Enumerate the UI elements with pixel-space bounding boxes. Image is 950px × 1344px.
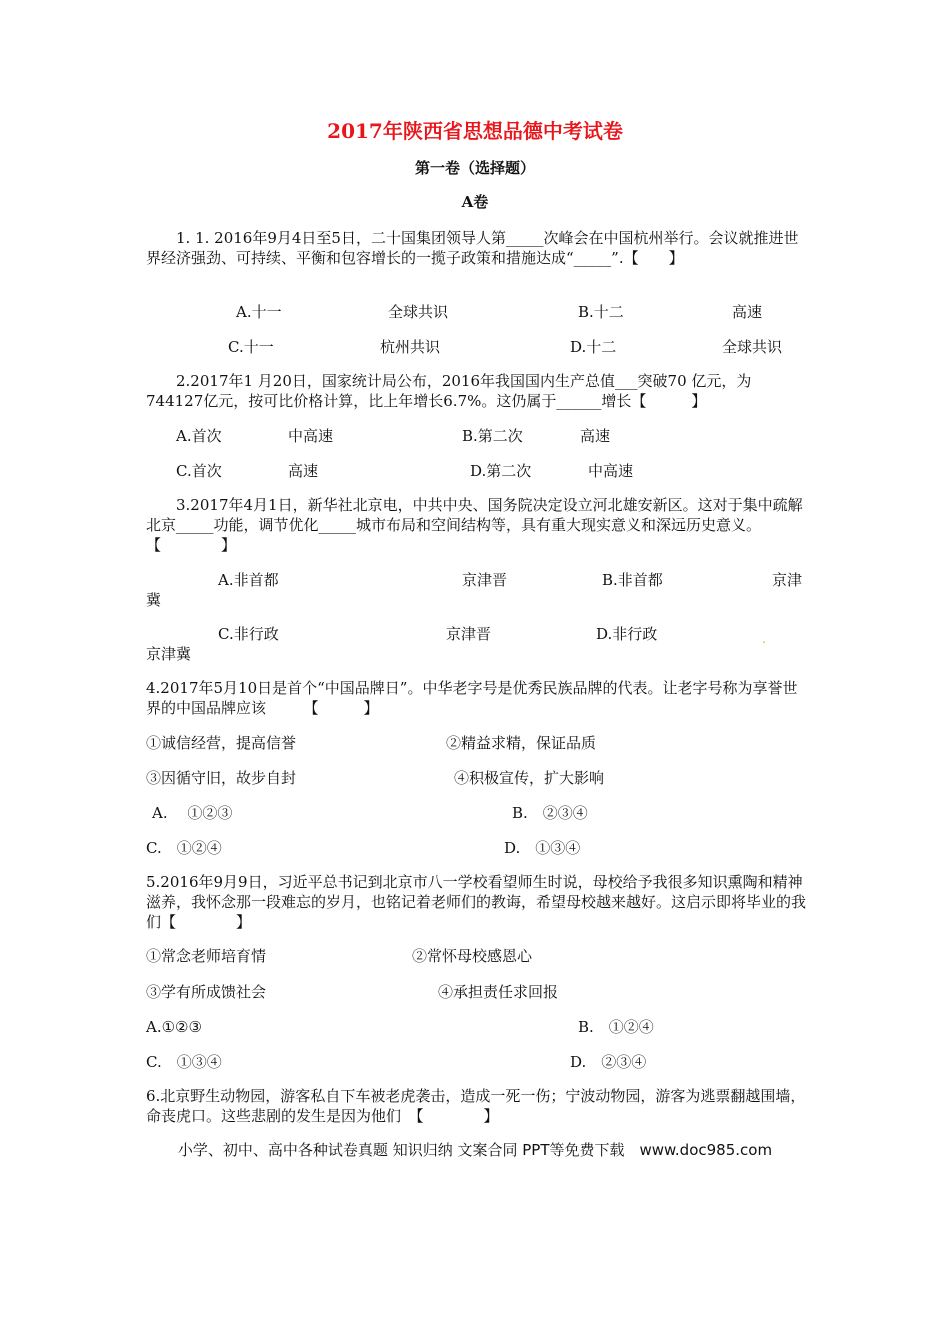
q1-option-a-answer: 全球共识 <box>388 303 449 321</box>
q2-option-a: A.首次 <box>176 427 222 445</box>
q5-option-b: B. ①②④ <box>578 1018 654 1036</box>
q5-item-2: ②常怀母校感恩心 <box>412 947 533 965</box>
q2-option-b: B.第二次 <box>462 427 523 445</box>
q4-option-d: D. ①③④ <box>504 839 581 857</box>
q4-option-b: B. ②③④ <box>512 804 588 822</box>
q5-item-4: ④承担责任求回报 <box>438 983 559 1001</box>
q1-option-d: D.十二 <box>570 338 617 356</box>
q1-option-c-answer: 杭州共识 <box>380 338 441 356</box>
q4-item-3: ③因循守旧，故步自封 <box>146 769 297 787</box>
q2-option-d: D.第二次 <box>470 462 532 480</box>
q4-item-2: ②精益求精，保证品质 <box>446 734 597 752</box>
q3-option-b: B.非首都 <box>602 571 663 589</box>
page-footer: 小学、初中、高中各种试卷真题 知识归纳 文案合同 PPT等免费下载 www.doc985.com <box>177 1141 773 1159</box>
q5-item-3: ③学有所成馈社会 <box>146 983 267 1001</box>
question-3-stem: 3.2017年4月1日，新华社北京电，中共中央、国务院决定设立河北雄安新区。这对于集中疏解北京_____功能，调节优化_____城市布局和空间结构等，具有重大现实意义和深远历史意义。【 】 <box>146 496 803 554</box>
q5-option-a: A.①②③ <box>146 1018 202 1036</box>
q1-option-c: C.十一 <box>228 338 274 356</box>
q3-option-c: C.非行政 <box>218 625 279 643</box>
q1-option-d-answer: 全球共识 <box>722 338 783 356</box>
q5-option-c: C. ①③④ <box>146 1053 222 1071</box>
q3-option-d: D.非行政 <box>596 625 658 643</box>
q3-option-c-answer: 京津晋 <box>446 625 492 643</box>
question-5-stem: 5.2016年9月9日，习近平总书记到北京市八一学校看望师生时说，母校给予我很多知识熏陶和精神滋养，我怀念那一段难忘的岁月，也铭记着老师们的教诲，希望母校越来越好。这启示即将毕业的我们【 】 <box>146 873 807 931</box>
question-6-stem: 6.北京野生动物园，游客私自下车被老虎袭击，造成一死一伤；宁波动物园，游客为逃票翻越围墙，命丧虎口。这些悲剧的发生是因为他们 【 】 <box>146 1087 806 1125</box>
stray-mark: . <box>762 632 766 646</box>
q3-option-d-answer: 京津冀 <box>146 645 192 663</box>
question-1-stem: 1. 1. 2016年9月4日至5日，二十国集团领导人第_____次峰会在中国杭州举行。会议就推进世界经济强劲、可持续、平衡和包容增长的一揽子政策和措施达成“_____”.【 】 <box>146 229 799 267</box>
q2-option-c: C.首次 <box>176 462 222 480</box>
question-4-stem: 4.2017年5月10日是首个“中国品牌日”。中华老字号是优秀民族品牌的代表。让老字号称为享誉世界的中国品牌应该 【 】 <box>146 679 798 717</box>
q3-option-a: A.非首都 <box>218 571 279 589</box>
subsection-heading: A卷 <box>461 193 489 211</box>
q2-option-a-answer: 中高速 <box>288 427 334 445</box>
q3-option-b-answer-wrap: 冀 <box>146 591 162 609</box>
q1-option-b-answer: 高速 <box>732 303 763 321</box>
q3-option-a-answer: 京津晋 <box>462 571 508 589</box>
q4-option-c: C. ①②④ <box>146 839 222 857</box>
q1-option-a: A.十一 <box>236 303 282 321</box>
q2-option-b-answer: 高速 <box>580 427 611 445</box>
q3-option-b-answer: 京津 <box>772 571 803 589</box>
q2-option-c-answer: 高速 <box>288 462 319 480</box>
q4-item-4: ④积极宣传，扩大影响 <box>454 769 605 787</box>
q5-item-1: ①常念老师培育情 <box>146 947 267 965</box>
question-2-stem: 2.2017年1 月20日，国家统计局公布，2016年我国国内生产总值___突破70 亿元，为744127亿元，按可比价格计算，比上年增长6.7%。这仍属于______增长【 】 <box>146 372 752 410</box>
q4-item-1: ①诚信经营，提高信誉 <box>146 734 297 752</box>
section-heading: 第一卷（选择题） <box>414 159 535 177</box>
q2-option-d-answer: 中高速 <box>588 462 634 480</box>
q5-option-d: D. ②③④ <box>570 1053 647 1071</box>
q4-option-a: A. ①②③ <box>152 804 233 822</box>
q1-option-b: B.十二 <box>578 303 624 321</box>
page-title: 2017年陕西省思想品德中考试卷 <box>327 119 623 143</box>
